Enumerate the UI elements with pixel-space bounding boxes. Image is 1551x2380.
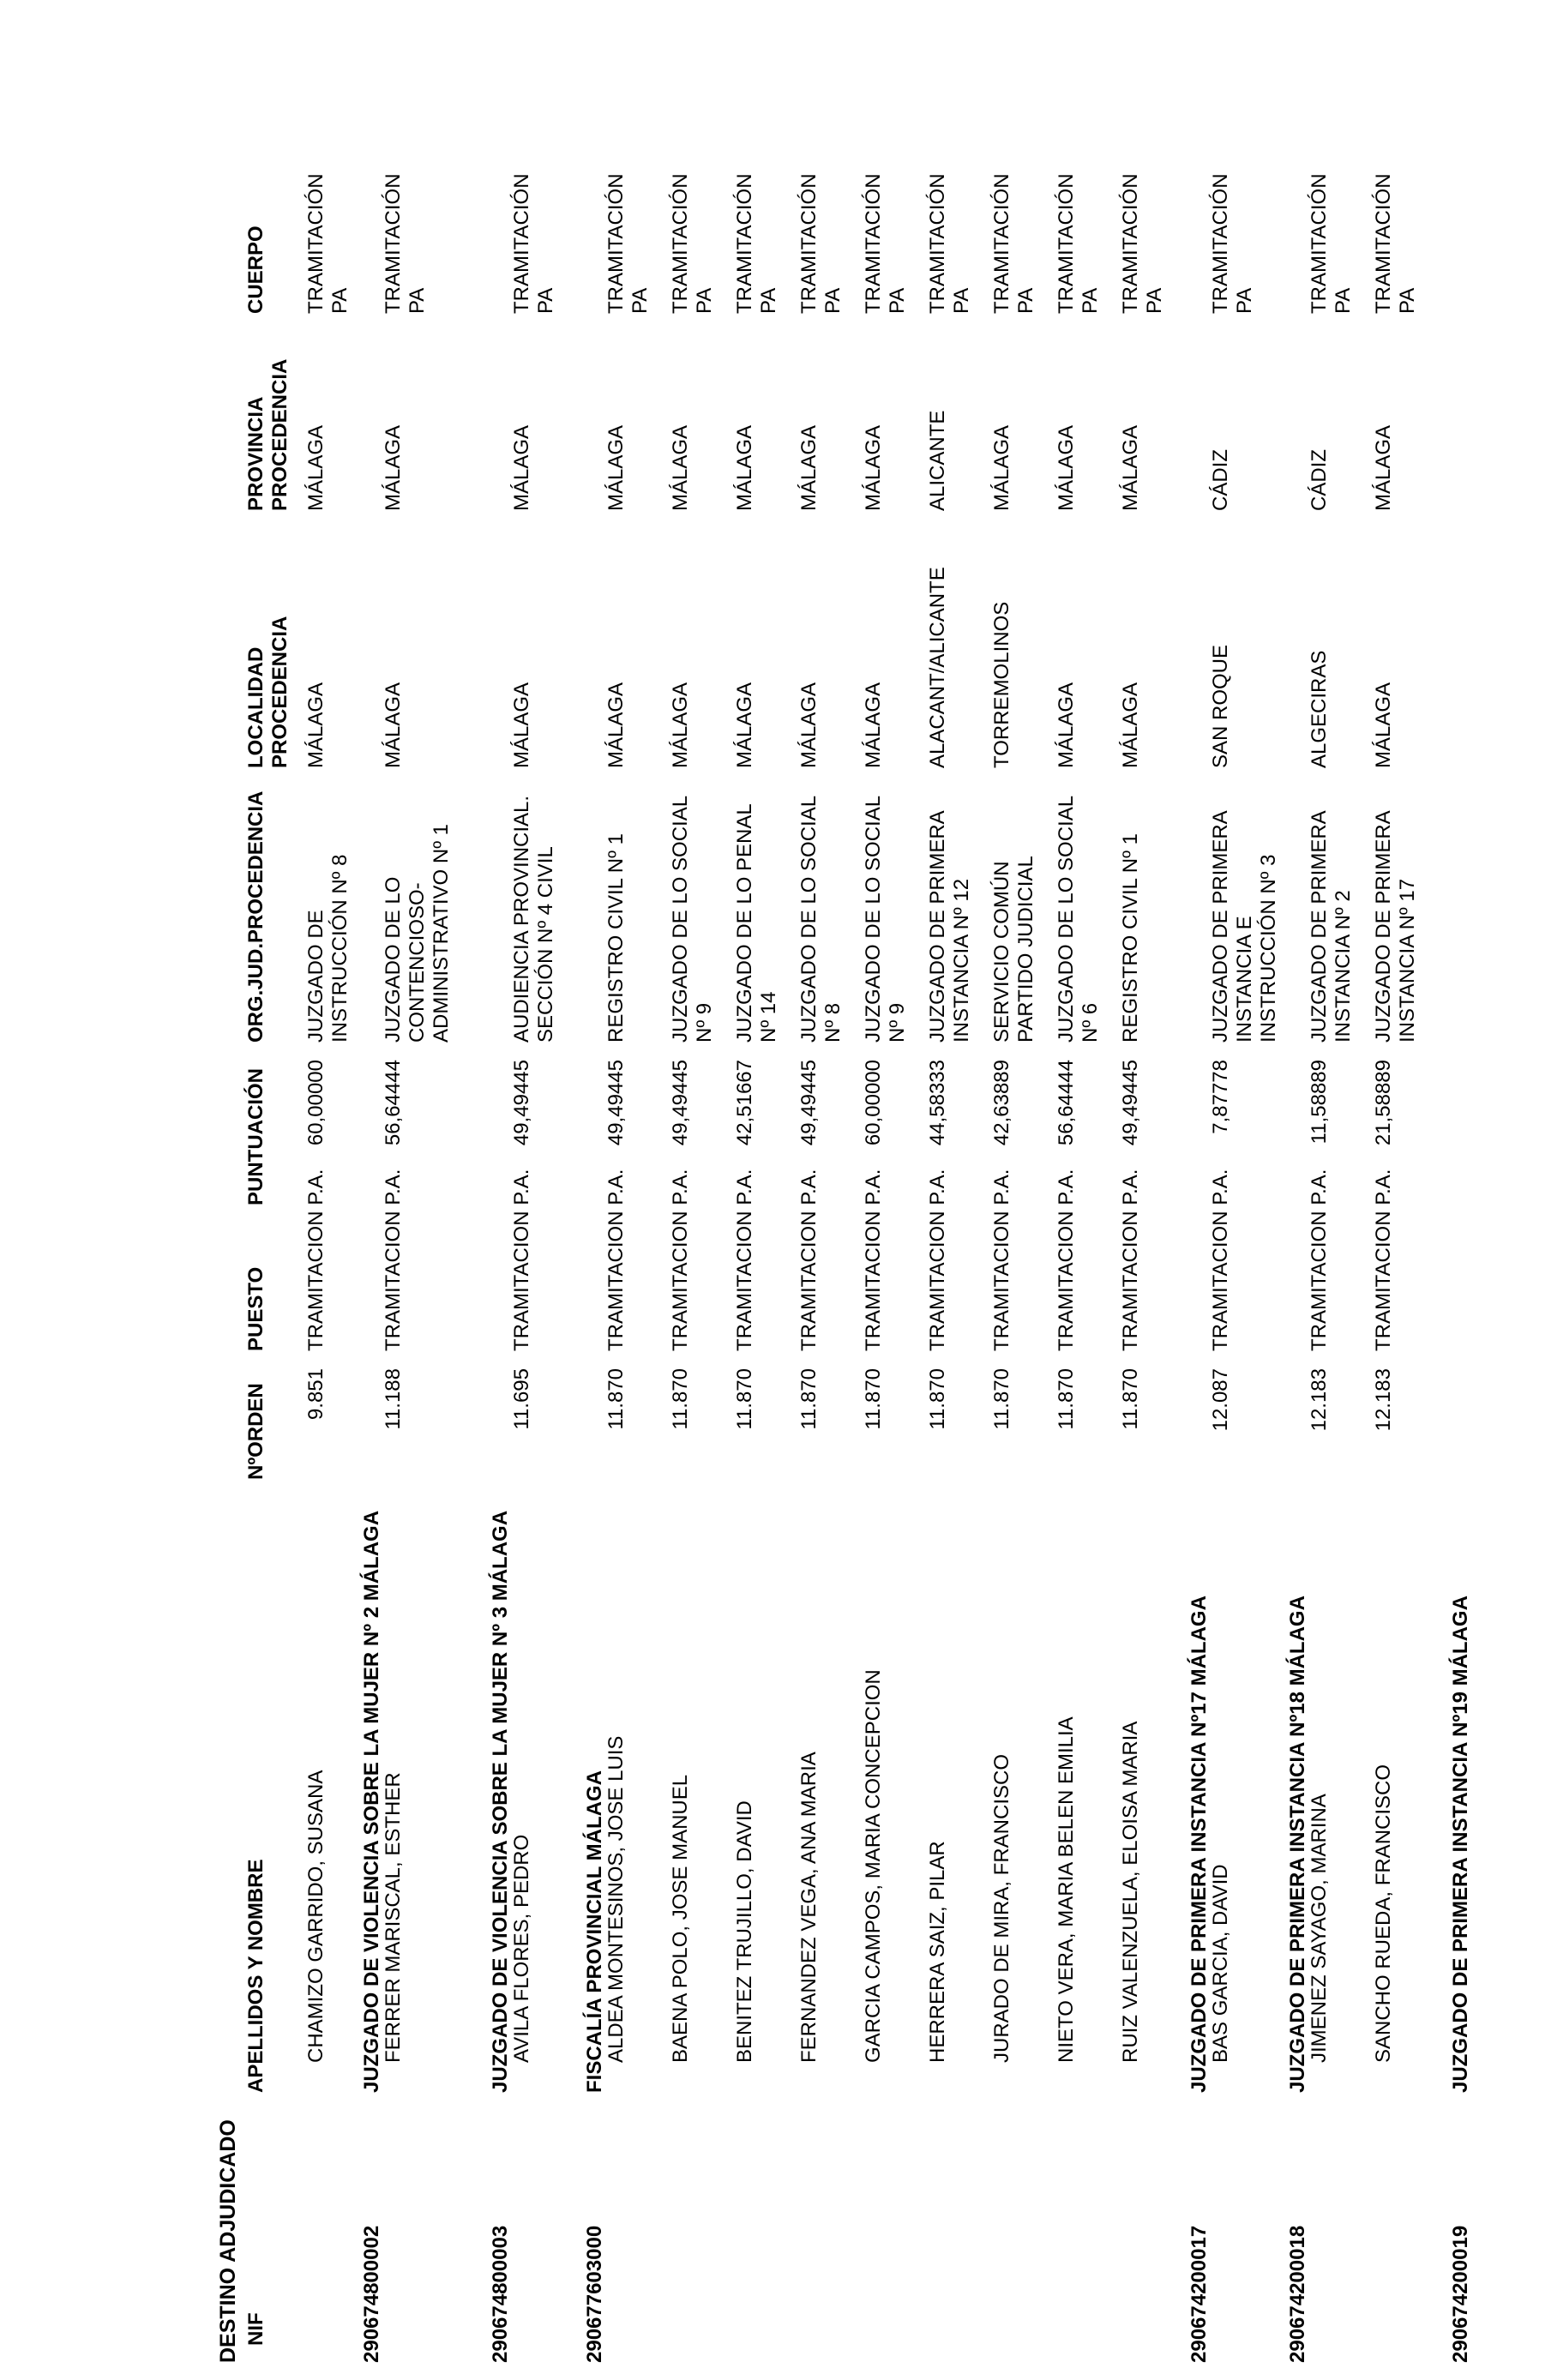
cell-org: JUZGADO DE PRIMERA INSTANCIA E INSTRUCCIÓN Nº 3	[1209, 811, 1280, 1043]
cell-cuerpo: TRAMITACIÓN PA	[733, 173, 780, 314]
cell-localidad: TORREMOLINOS	[990, 601, 1013, 768]
header-puesto: PUESTO	[244, 1266, 268, 1351]
cell-org: JUZGADO DE LO PENAL Nº 14	[733, 804, 780, 1043]
cell-org: JUZGADO DE LO CONTENCIOSO-ADMINISTRATIVO Nº 1	[382, 823, 453, 1043]
cell-orden: 11.870	[733, 1368, 756, 1430]
cell-localidad: MÁLAGA	[304, 682, 328, 768]
cell-puntuacion: 60,00000	[304, 1060, 328, 1146]
cell-cuerpo: TRAMITACIÓN PA	[382, 173, 429, 314]
header-orden: NºORDEN	[244, 1383, 268, 1480]
cell-orden: 12.087	[1209, 1368, 1232, 1432]
cell-puntuacion: 49,49445	[1119, 1060, 1142, 1146]
cell-puesto: TRAMITACION P.A.	[604, 1169, 628, 1351]
cell-cuerpo: TRAMITACIÓN PA	[1209, 173, 1256, 314]
cell-localidad: MÁLAGA	[733, 682, 756, 768]
header-nombre: APELLIDOS Y NOMBRE	[244, 1859, 268, 2093]
group-title: JUZGADO DE PRIMERA INSTANCIA Nº18 MÁLAGA	[1286, 1596, 1309, 2093]
cell-org: AUDIENCIA PROVINCIAL. SECCIÓN Nº 4 CIVIL	[510, 795, 557, 1043]
cell-nombre: AVILA FLORES, PEDRO	[510, 1834, 533, 2063]
cell-org: JUZGADO DE INSTRUCCIÓN Nº 8	[304, 854, 352, 1043]
cell-org: JUZGADO DE LO SOCIAL Nº 9	[862, 796, 909, 1043]
cell-puntuacion: 49,49445	[604, 1060, 628, 1146]
cell-orden: 11.870	[1119, 1368, 1142, 1430]
cell-localidad: MÁLAGA	[1055, 682, 1078, 768]
cell-puntuacion: 42,63889	[990, 1060, 1013, 1146]
cell-provincia: CÁDIZ	[1209, 449, 1232, 511]
header-nif: NIF	[244, 2312, 268, 2346]
cell-puntuacion: 56,64444	[382, 1060, 405, 1146]
cell-org: JUZGADO DE LO SOCIAL Nº 8	[797, 796, 845, 1043]
cell-cuerpo: TRAMITACIÓN PA	[604, 173, 652, 314]
cell-puesto: TRAMITACION P.A.	[1209, 1169, 1232, 1351]
cell-org: REGISTRO CIVIL Nº 1	[1119, 833, 1142, 1043]
group-title: JUZGADO DE PRIMERA INSTANCIA Nº19 MÁLAGA	[1449, 1596, 1472, 2093]
cell-puntuacion: 44,58333	[926, 1060, 949, 1146]
cell-cuerpo: TRAMITACIÓN PA	[990, 173, 1037, 314]
cell-cuerpo: TRAMITACIÓN PA	[304, 173, 352, 314]
cell-nombre: HERRERA SAIZ, PILAR	[926, 1841, 949, 2063]
cell-nombre: BAS GARCIA, DAVID	[1209, 1864, 1232, 2063]
cell-orden: 11.870	[1055, 1368, 1078, 1430]
cell-cuerpo: TRAMITACIÓN PA	[926, 173, 973, 314]
cell-puesto: TRAMITACION P.A.	[1055, 1169, 1078, 1351]
cell-provincia: MÁLAGA	[382, 424, 405, 511]
cell-puntuacion: 49,49445	[669, 1060, 692, 1146]
cell-provincia: MÁLAGA	[1119, 424, 1142, 511]
header-org: ORG.JUD.PROCEDENCIA	[244, 790, 268, 1043]
cell-cuerpo: TRAMITACIÓN PA	[1119, 173, 1166, 314]
cell-orden: 11.695	[510, 1368, 533, 1430]
cell-cuerpo: TRAMITACIÓN PA	[1308, 173, 1355, 314]
cell-localidad: MÁLAGA	[382, 682, 405, 768]
header-provincia: PROVINCIA PROCEDENCIA	[244, 358, 292, 511]
cell-localidad: MÁLAGA	[510, 682, 533, 768]
doc-title: DESTINO ADJUDICADO	[216, 2119, 240, 2363]
group-nif: 290674200019	[1449, 2225, 1472, 2363]
cell-cuerpo: TRAMITACIÓN PA	[669, 173, 716, 314]
cell-localidad: MÁLAGA	[797, 682, 821, 768]
cell-nombre: FERNANDEZ VEGA, ANA MARIA	[797, 1752, 821, 2063]
cell-puesto: TRAMITACION P.A.	[1308, 1169, 1331, 1351]
group-nif: 290674200017	[1187, 2225, 1211, 2363]
cell-puesto: TRAMITACION P.A.	[990, 1169, 1013, 1351]
group-title: JUZGADO DE VIOLENCIA SOBRE LA MUJER Nº 2 MÁLAGA	[360, 1510, 383, 2093]
group-nif: 290674800003	[489, 2225, 512, 2363]
header-localidad: LOCALIDAD PROCEDENCIA	[244, 616, 292, 768]
cell-localidad: ALGECIRAS	[1308, 650, 1331, 768]
cell-puntuacion: 11,58889	[1308, 1060, 1331, 1145]
group-title: FISCALÍA PROVINCIAL MÁLAGA	[583, 1770, 606, 2093]
cell-puesto: TRAMITACION P.A.	[797, 1169, 821, 1351]
cell-localidad: SAN ROQUE	[1209, 644, 1232, 768]
cell-nombre: JURADO DE MIRA, FRANCISCO	[990, 1753, 1013, 2063]
cell-orden: 11.188	[382, 1368, 405, 1430]
cell-provincia: MÁLAGA	[510, 424, 533, 511]
cell-org: JUZGADO DE PRIMERA INSTANCIA Nº 12	[926, 811, 973, 1043]
cell-provincia: MÁLAGA	[733, 424, 756, 511]
cell-provincia: MÁLAGA	[862, 424, 885, 511]
cell-provincia: MÁLAGA	[797, 424, 821, 511]
cell-org: JUZGADO DE PRIMERA INSTANCIA Nº 17	[1372, 811, 1419, 1043]
cell-provincia: MÁLAGA	[1055, 424, 1078, 511]
cell-localidad: MÁLAGA	[1119, 682, 1142, 768]
header-puntuacion: PUNTUACIÓN	[244, 1068, 268, 1205]
cell-nombre: BAENA POLO, JOSE MANUEL	[669, 1774, 692, 2063]
cell-nombre: JIMENEZ SAYAGO, MARINA	[1308, 1794, 1331, 2063]
cell-nombre: CHAMIZO GARRIDO, SUSANA	[304, 1770, 328, 2063]
cell-nombre: ALDEA MONTESINOS, JOSE LUIS	[604, 1735, 628, 2063]
cell-nombre: NIETO VERA, MARIA BELEN EMILIA	[1055, 1716, 1078, 2063]
cell-provincia: ALICANTE	[926, 410, 949, 511]
cell-cuerpo: TRAMITACIÓN PA	[510, 173, 557, 314]
cell-localidad: MÁLAGA	[1372, 682, 1395, 768]
cell-puntuacion: 42,51667	[733, 1060, 756, 1146]
group-nif: 290677603000	[583, 2225, 606, 2363]
cell-orden: 11.870	[926, 1368, 949, 1430]
cell-puesto: TRAMITACION P.A.	[733, 1169, 756, 1351]
cell-cuerpo: TRAMITACIÓN PA	[1055, 173, 1102, 314]
cell-puntuacion: 21,58889	[1372, 1060, 1395, 1146]
cell-puesto: TRAMITACION P.A.	[382, 1169, 405, 1351]
cell-puntuacion: 56,64444	[1055, 1060, 1078, 1146]
cell-provincia: MÁLAGA	[990, 424, 1013, 511]
cell-orden: 11.870	[862, 1368, 885, 1430]
cell-provincia: MÁLAGA	[1372, 424, 1395, 511]
group-title: JUZGADO DE VIOLENCIA SOBRE LA MUJER Nº 3 MÁLAGA	[489, 1510, 512, 2093]
cell-orden: 12.183	[1308, 1368, 1331, 1432]
cell-orden: 12.183	[1372, 1368, 1395, 1432]
cell-localidad: MÁLAGA	[669, 682, 692, 768]
cell-puntuacion: 60,00000	[862, 1060, 885, 1146]
cell-org: JUZGADO DE PRIMERA INSTANCIA Nº 2	[1308, 811, 1355, 1043]
cell-orden: 11.870	[797, 1368, 821, 1430]
cell-orden: 11.870	[990, 1368, 1013, 1430]
cell-nombre: SANCHO RUEDA, FRANCISCO	[1372, 1764, 1395, 2063]
group-title: JUZGADO DE PRIMERA INSTANCIA Nº17 MÁLAGA	[1187, 1596, 1211, 2093]
cell-provincia: MÁLAGA	[669, 424, 692, 511]
cell-localidad: MÁLAGA	[862, 682, 885, 768]
cell-provincia: CÁDIZ	[1308, 449, 1331, 511]
cell-puesto: TRAMITACION P.A.	[926, 1169, 949, 1351]
cell-org: REGISTRO CIVIL Nº 1	[604, 833, 628, 1043]
cell-provincia: MÁLAGA	[604, 424, 628, 511]
cell-org: JUZGADO DE LO SOCIAL Nº 6	[1055, 796, 1102, 1043]
cell-orden: 11.870	[669, 1368, 692, 1430]
cell-puntuacion: 7,87778	[1209, 1060, 1232, 1134]
cell-cuerpo: TRAMITACIÓN PA	[797, 173, 845, 314]
cell-puesto: TRAMITACION P.A.	[1372, 1169, 1395, 1351]
cell-puesto: TRAMITACION P.A.	[862, 1169, 885, 1351]
cell-puntuacion: 49,49445	[797, 1060, 821, 1146]
cell-nombre: GARCIA CAMPOS, MARIA CONCEPCION	[862, 1669, 885, 2063]
cell-org: SERVICIO COMÚN PARTIDO JUDICIAL	[990, 856, 1037, 1043]
cell-puesto: TRAMITACION P.A.	[669, 1169, 692, 1351]
group-nif: 290674200018	[1286, 2225, 1309, 2363]
group-nif: 290674800002	[360, 2225, 383, 2363]
cell-nombre: FERRER MARISCAL, ESTHER	[382, 1772, 405, 2063]
cell-orden: 11.870	[604, 1368, 628, 1430]
header-cuerpo: CUERPO	[244, 225, 268, 314]
cell-puesto: TRAMITACION P.A.	[510, 1169, 533, 1351]
cell-puesto: TRAMITACION P.A.	[304, 1169, 328, 1351]
cell-orden: 9.851	[304, 1368, 328, 1421]
cell-cuerpo: TRAMITACIÓN PA	[862, 173, 909, 314]
cell-localidad: MÁLAGA	[604, 682, 628, 768]
cell-puntuacion: 49,49445	[510, 1060, 533, 1146]
cell-provincia: MÁLAGA	[304, 424, 328, 511]
cell-nombre: BENITEZ TRUJILLO, DAVID	[733, 1800, 756, 2063]
cell-nombre: RUIZ VALENZUELA, ELOISA MARIA	[1119, 1721, 1142, 2063]
cell-puesto: TRAMITACION P.A.	[1119, 1169, 1142, 1351]
cell-cuerpo: TRAMITACIÓN PA	[1372, 173, 1419, 314]
cell-org: JUZGADO DE LO SOCIAL Nº 9	[669, 796, 716, 1043]
cell-localidad: ALACANT/ALICANTE	[926, 567, 949, 768]
